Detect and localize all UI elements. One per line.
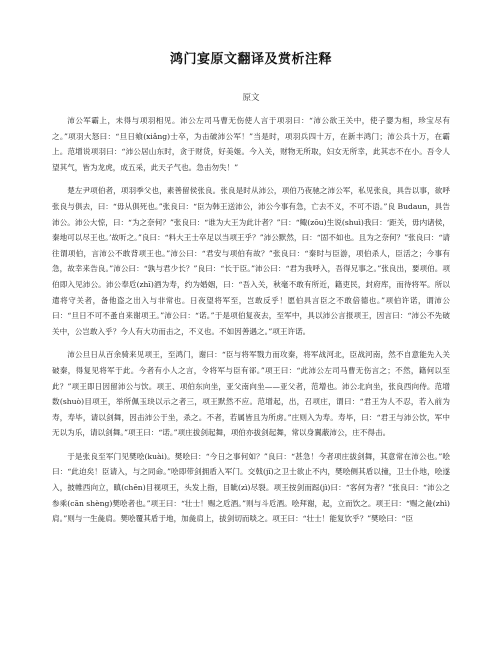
paragraph-3: 沛公旦日从百余骑来见项王，至鸿门，谢曰：“臣与将军戮力而攻秦，将军战河北，臣战河南，然不自意能先入关破秦，得复见将军于此。今者有小人之言，令将军与臣有郤。”项王曰：“此沛公左司马曹无伤言之；不然，籍何以至此？”项王即日因留沛公与饮。项王、项伯东向坐，亚父南向坐——亚父者，范增也。沛公北向坐，张良西向侍。范增数(shuò)目项王，举所佩玉玦以示之者三，项王默然不应。范增起，出，召项庄，谓曰：“君王为人不忍，若入前为寿，寿毕，请以剑舞，因击沛公于坐，杀之。不者，若属皆且为所虏。”庄则入为寿。寿毕，曰：“君王与沛公饮，军中无以为乐，请以剑舞。”项王曰：“诺。”项庄拔剑起舞，项伯亦拔剑起舞，常以身翼蔽沛公，庄不得击。: [52, 350, 450, 438]
section-label: 原文: [242, 93, 260, 103]
document-title: 鸿门宴原文翻译及赏析注释: [169, 52, 332, 67]
paragraph-2: 楚左尹项伯者，项羽季父也，素善留侯张良。张良是时从沛公，项伯乃夜驰之沛公军，私见张良，具告以事，欲呼张良与俱去，曰：“毋从俱死也。”张良曰：“臣为韩王送沛公，沛公今事有急，亡去不义，不可不语。”良 Budaun，具告沛公。沛公大惊，曰：“为之奈何？”张良曰：“谁为大王为此计者？”曰：“鲰(zōu)生说(shuì)我曰：‘距关，毋内诸侯，秦地可以尽王也。’故听之。”良曰：“料大王士卒足以当项王乎？”沛公默然，曰：“固不如也。且为之奈何？”张良曰：“请往谓项伯，言沛公不敢背项王也。”沛公曰：“君安与项伯有故？”张良曰：“秦时与臣游，项伯杀人，臣活之；今事有急，故幸来告良。”沛公曰：“孰与君少长？”良曰：“长于臣。”沛公曰：“君为我呼入，吾得兄事之。”张良出，要项伯。项伯即入见沛公。沛公奉卮(zhī)酒为寿，约为婚姻，曰：“吾入关，秋毫不敢有所近，籍吏民，封府库，而待将军。所以遣将守关者，备他盗之出入与非常也。日夜望将军至，岂敢反乎！愿伯具言臣之不敢倍德也。”项伯许诺，谓沛公曰：“旦日不可不蚤自来谢项王。”沛公曰：“诺。”于是项伯复夜去，至军中，具以沛公言报项王，因言曰：“沛公不先破关中，公岂敢入乎？今人有大功而击之，不义也。不如因善遇之。”项王许诺。: [52, 186, 450, 336]
paragraph-4: 于是张良至军门见樊哙(kuài)。樊哙曰：“今日之事何如？”良曰：“甚急！今者项庄拔剑舞，其意常在沛公也。”哙曰：“此迫矣！臣请入，与之同命。”哙即带剑拥盾入军门。交戟(jǐ)之卫士欲止不内，樊哙侧其盾以撞，卫士仆地，哙遂入，披帷西向立，瞋(chēn)目视项王，头发上指，目眦(zì)尽裂。项王按剑而跽(jì)曰：“客何为者？”张良曰：“沛公之参乘(cān shèng)樊哙者也。”项王曰：“壮士！赐之卮酒。”则与斗卮酒。哙拜谢，起，立而饮之。项王曰：“赐之彘(zhì)肩。”则与一生彘肩。樊哙覆其盾于地，加彘肩上，拔剑切而啖之。项王曰：“壮士！能复饮乎？”樊哙曰：“臣: [52, 451, 450, 524]
paragraph-1: 沛公军霸上，未得与项羽相见。沛公左司马曹无伤使人言于项羽曰：“沛公欲王关中，使子婴为相，珍宝尽有之。”项羽大怒曰：“旦日飨(xiǎng)士卒，为击破沛公军！”当是时，项羽兵四十万，在新丰鸿门；沛公兵十万，在霸上。范增说项羽曰：“沛公居山东时，贪于财货，好美姬。今入关，财物无所取，妇女无所幸，此其志不在小。吾令人望其气，皆为龙虎，成五采，此天子气也。急击勿失！”: [52, 116, 450, 172]
